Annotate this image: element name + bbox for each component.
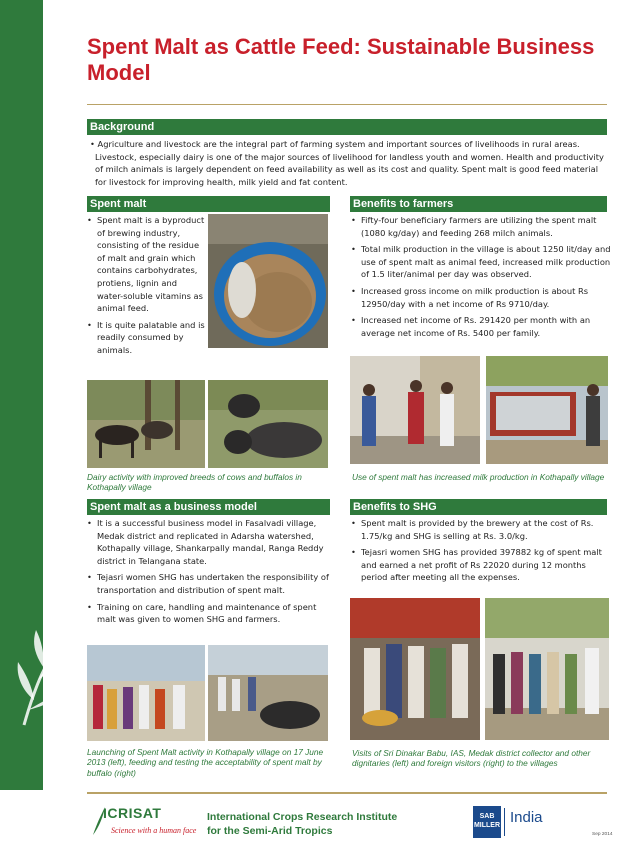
list-item: • Increased gross income on milk production is about Rs 12950/day with a net income of Rs 9710/day. (351, 285, 611, 310)
list-item: • Total milk production in the village is about 1250 lit/day and use of spent malt as animal feed, increased milk production of 1.5 liter/animal per day was observed. (351, 243, 611, 281)
list-item: • Training on care, handling and maintenance of spent malt was given to women SHG and farmers. (87, 601, 333, 626)
foreign-visitors-photo (485, 598, 609, 740)
benefits-shg-heading: Benefits to SHG (350, 499, 607, 515)
milk-truck-photo (486, 356, 608, 464)
footer-divider (87, 792, 607, 794)
business-model-heading: Spent malt as a business model (87, 499, 330, 515)
list-item: • Tejasri women SHG has undertaken the responsibility of transportation and distribution of spent malt. (87, 571, 333, 596)
spent-malt-drum-photo (208, 214, 328, 348)
list-item: • Increased net income of Rs. 291420 per month with an average net income of Rs. 5400 per family. (351, 314, 611, 339)
sabmiller-india-text: India (510, 809, 543, 826)
icrisat-tagline: Science with a human face (111, 826, 197, 835)
buffalo-feeding-photo (208, 645, 328, 741)
icrisat-logo-text: ICRISAT (103, 805, 162, 821)
spent-malt-caption: Dairy activity with improved breeds of cows and buffalos in Kothapally village (87, 472, 302, 493)
sorghum-leaf-icon (14, 610, 84, 730)
list-item: • Tejasri women SHG has provided 397882 kg of spent malt and earned a net profit of Rs 22020 during 12 months period after meeting all the expenses. (351, 546, 613, 584)
benefits-farmers-heading: Benefits to farmers (350, 196, 607, 212)
list-item: • Spent malt is provided by the brewery at the cost of Rs. 1.75/kg and SHG is selling at Rs. 3.0/kg. (351, 517, 613, 542)
benefits-farmers-list (351, 214, 611, 343)
business-model-caption: Launching of Spent Malt activity in Kothapally village on 17 June 2013 (left), feeding and testing the acceptability of spent malt by buffalo (right) (87, 747, 324, 778)
business-model-list (87, 517, 333, 630)
list-item: • It is a successful business model in Fasalvadi village, Medak district and replicated in Adarsha watershed, Kothapally village, Shankarpally mandal, Ranga Reddy district in Telangana state. (87, 517, 333, 567)
date-note: Sep 2014 (592, 832, 613, 837)
cows-photo (87, 380, 205, 468)
benefits-shg-caption: Visits of Sri Dinakar Babu, IAS, Medak district collector and other dignitaries (left) and foreign visitors (right) to the villages (352, 748, 591, 769)
institute-line-1: International Crops Research Institute (207, 811, 398, 823)
spent-malt-list (87, 214, 205, 361)
milk-collection-photo (350, 356, 480, 464)
collector-visit-photo (350, 598, 480, 740)
background-heading: Background (87, 119, 607, 135)
title-divider (87, 104, 607, 105)
sabmiller-logo: SAB MILLER (473, 806, 501, 838)
institute-name (207, 810, 397, 838)
launch-event-photo (87, 645, 205, 741)
page-title: Spent Malt as Cattle Feed: Sustainable Business Model (87, 34, 595, 85)
spent-malt-heading: Spent malt (87, 196, 330, 212)
benefits-shg-list (351, 517, 613, 588)
buffalos-photo (208, 380, 328, 468)
list-item: • Spent malt is a byproduct of brewing industry, consisting of the residue of malt and grain which contains carbohydrates, protiens, lignin and water-soluble vitamins as animal feed. (87, 214, 205, 315)
benefits-farmers-caption: Use of spent malt has increased milk production in Kothapally village (352, 472, 605, 482)
sab-divider (504, 808, 505, 836)
background-text: • Agriculture and livestock are the integral part of farming system and important sources of livelihoods in rural areas. Livestock, especially dairy is one of the major sources of livelihood for landless youth and women. Health and productivity of milch animals is largely dependent on feed availability as well as its cost and quality. Spent malt is good feed material for livestock for improving health, milk yield and fat content. (90, 139, 604, 187)
institute-line-2: for the Semi-Arid Tropics (207, 825, 333, 837)
list-item: • Fifty-four beneficiary farmers are utilizing the spent malt (1080 kg/day) and feeding 268 milch animals. (351, 214, 611, 239)
list-item: • It is quite palatable and is readily consumed by animals. (87, 319, 205, 357)
